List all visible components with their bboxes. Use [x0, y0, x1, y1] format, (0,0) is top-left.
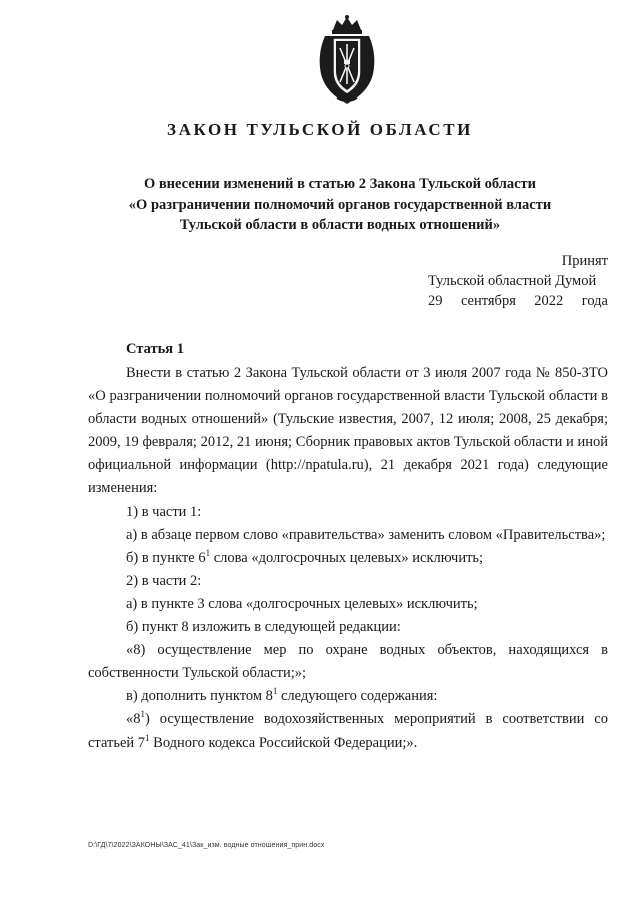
paragraph: «$8^1$) осуществление водохозяйственных мероприятий в соответствии со статьей $7^1$ Водного кодекса Российской Федерации;».: [88, 709, 608, 751]
file-path-footer: D:\ГД\7\2022\ЗАКОНЫ\ЗАС_41\Зак_изм. водные отношения_прин.docx: [88, 842, 325, 849]
adopted-year: 2022: [534, 293, 564, 309]
subject-line: О внесении изменений в статью 2 Закона Тульской области: [143, 176, 537, 192]
adopted-day: 29: [428, 293, 443, 309]
paragraph: а) в пункте 3 слова «долгосрочных целевых» исключить;: [126, 595, 478, 612]
paragraph: в) дополнить пунктом $8^1$ следующего содержания:: [126, 686, 438, 705]
subject-line: «О разграничении полномочий органов государственной власти: [128, 196, 552, 213]
adopted-month: сентября: [460, 293, 516, 309]
law-subject: [80, 174, 600, 236]
paragraph: б) в пункте $6^1$ слова «долгосрочных целевых» исключить;: [126, 547, 484, 566]
adoption-block: [428, 251, 608, 311]
adopted-by: Тульской областной Думой: [428, 273, 597, 289]
subject-line: Тульской области в области водных отношений»: [179, 217, 501, 233]
adopted-label: Принят: [561, 253, 608, 269]
paragraph: а) в абзаце первом слово «правительства» заменить словом «Правительства»;: [126, 526, 606, 543]
paragraph: Внести в статью 2 Закона Тульской области от 3 июля 2007 года № 850-ЗТО «О разграничении полномочий органов государственной власти Тульской области в области водных отношений» (Тульские известия, 2007, 12 июля; 2008, 25 декабря; 2009, 19 февраля; 2012, 21 июня; Сборник правовых актов Тульской области и иной официальной информации (http://npatula.ru), 21 декабря 2021 года) следующие изменения:: [88, 365, 608, 497]
paragraph: б) пункт 8 изложить в следующей редакции:: [126, 619, 401, 636]
tula-coat-of-arms-icon: [311, 14, 383, 106]
paragraph: 2) в части 2:: [126, 572, 202, 589]
paragraph: «8) осуществление мер по охране водных объектов, находящихся в собственности Тульской области;»;: [88, 642, 608, 682]
adopted-year-word: года: [581, 293, 608, 309]
adopted-date: [428, 291, 608, 311]
law-title: ЗАКОН ТУЛЬСКОЙ ОБЛАСТИ: [167, 120, 473, 139]
article-body: [88, 362, 608, 755]
article-heading: Статья 1: [126, 341, 184, 357]
paragraph: 1) в части 1:: [126, 503, 202, 520]
